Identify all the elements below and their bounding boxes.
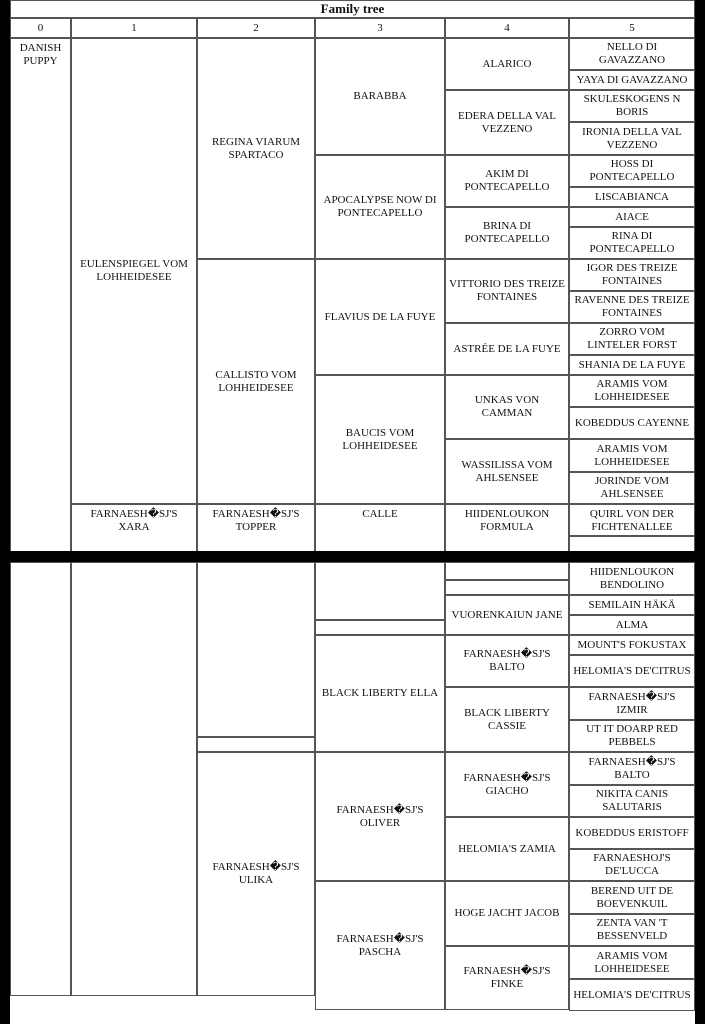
gen5-17: QUIRL VON DER FICHTENALLEE	[569, 504, 695, 536]
gen4-11: FARNAESH�SJ'S BALTO	[445, 635, 569, 687]
gen4-15: HOGE JACHT JACOB	[445, 881, 569, 946]
column-header-5: 5	[569, 18, 695, 38]
gen4-3: AKIM DI PONTECAPELLO	[445, 155, 569, 207]
gen4-1: ALARICO	[445, 38, 569, 90]
gen5-21: MOUNT'S FOKUSTAX	[569, 635, 695, 655]
gen5-11: ZORRO VOM LINTELER FORST	[569, 323, 695, 355]
gen5-29: BEREND UIT DE BOEVENKUIL	[569, 881, 695, 914]
empty-cell	[445, 580, 569, 595]
gen5-31: ARAMIS VOM LOHHEIDESEE	[569, 946, 695, 979]
gen1-dam: FARNAESH�SJ'S XARA	[71, 504, 197, 552]
gen5-10: RAVENNE DES TREIZE FONTAINES	[569, 291, 695, 323]
gen3-5: CALLE	[315, 504, 445, 552]
column-header-4: 4	[445, 18, 569, 38]
gen3-6: BLACK LIBERTY ELLA	[315, 635, 445, 752]
column-header-0: 0	[10, 18, 71, 38]
gen4-4: BRINA DI PONTECAPELLO	[445, 207, 569, 259]
gen5-30: ZENTA VAN 'T BESSENVELD	[569, 914, 695, 946]
gen5-25: FARNAESH�SJ'S BALTO	[569, 752, 695, 785]
gen5-9: IGOR DES TREIZE FONTAINES	[569, 259, 695, 291]
gen4-10: VUORENKAIUN JANE	[445, 595, 569, 635]
gen5-28: FARNAESHOJ'S DE'LUCCA	[569, 849, 695, 881]
gen3-5-continuation	[315, 562, 445, 620]
empty-cell	[197, 737, 315, 752]
column-header-3: 3	[315, 18, 445, 38]
gen4-7: UNKAS VON CAMMAN	[445, 375, 569, 439]
gen2-1: REGINA VIARUM SPARTACO	[197, 38, 315, 259]
column-header-1: 1	[71, 18, 197, 38]
gen5-7: AIACE	[569, 207, 695, 227]
gen5-32: HELOMIA'S DE'CITRUS	[569, 979, 695, 1011]
gen5-5: HOSS DI PONTECAPELLO	[569, 155, 695, 187]
gen4-8: WASSILISSA VOM AHLSENSEE	[445, 439, 569, 504]
page-break-separator	[0, 551, 705, 562]
gen5-2: YAYA DI GAVAZZANO	[569, 70, 695, 90]
gen1-sire: EULENSPIEGEL VOM LOHHEIDESEE	[71, 38, 197, 504]
gen5-20: ALMA	[569, 615, 695, 635]
gen0-subject: DANISH PUPPY	[10, 38, 71, 552]
empty-cell	[445, 562, 569, 580]
gen2-3-continuation	[197, 562, 315, 737]
gen5-16: JORINDE VOM AHLSENSEE	[569, 472, 695, 504]
gen2-4: FARNAESH�SJ'S ULIKA	[197, 752, 315, 996]
gen1-dam-continuation	[71, 562, 197, 996]
gen4-2: EDERA DELLA VAL VEZZENO	[445, 90, 569, 155]
gen4-16: FARNAESH�SJ'S FINKE	[445, 946, 569, 1010]
gen4-9: HIIDENLOUKON FORMULA	[445, 504, 569, 552]
gen5-22: HELOMIA'S DE'CITRUS	[569, 655, 695, 687]
gen5-24: UT IT DOARP RED PEBBELS	[569, 720, 695, 752]
gen5-14: KOBEDDUS CAYENNE	[569, 407, 695, 439]
gen5-1: NELLO DI GAVAZZANO	[569, 38, 695, 70]
gen4-12: BLACK LIBERTY CASSIE	[445, 687, 569, 752]
gen5-23: FARNAESH�SJ'S IZMIR	[569, 687, 695, 720]
gen4-6: ASTRÉE DE LA FUYE	[445, 323, 569, 375]
gen4-5: VITTORIO DES TREIZE FONTAINES	[445, 259, 569, 323]
gen0-continuation	[10, 562, 71, 996]
empty-cell	[569, 536, 695, 552]
gen3-8: FARNAESH�SJ'S PASCHA	[315, 881, 445, 1010]
gen3-3: FLAVIUS DE LA FUYE	[315, 259, 445, 375]
gen5-3: SKULESKOGENS N BORIS	[569, 90, 695, 122]
gen5-13: ARAMIS VOM LOHHEIDESEE	[569, 375, 695, 407]
gen3-7: FARNAESH�SJ'S OLIVER	[315, 752, 445, 881]
gen5-6: LISCABIANCA	[569, 187, 695, 207]
gen5-19: SEMILAIN HÄKÄ	[569, 595, 695, 615]
empty-cell	[315, 620, 445, 635]
gen5-26: NIKITA CANIS SALUTARIS	[569, 785, 695, 817]
gen5-18: HIIDENLOUKON BENDOLINO	[569, 562, 695, 595]
left-border	[0, 0, 10, 1024]
gen4-14: HELOMIA'S ZAMIA	[445, 817, 569, 881]
gen5-15: ARAMIS VOM LOHHEIDESEE	[569, 439, 695, 472]
page-title: Family tree	[10, 0, 695, 18]
gen2-3: FARNAESH�SJ'S TOPPER	[197, 504, 315, 552]
gen5-4: IRONIA DELLA VAL VEZZENO	[569, 122, 695, 155]
gen5-8: RINA DI PONTECAPELLO	[569, 227, 695, 259]
gen5-12: SHANIA DE LA FUYE	[569, 355, 695, 375]
gen4-13: FARNAESH�SJ'S GIACHO	[445, 752, 569, 817]
gen3-2: APOCALYPSE NOW DI PONTECAPELLO	[315, 155, 445, 259]
gen5-27: KOBEDDUS ERISTOFF	[569, 817, 695, 849]
gen3-1: BARABBA	[315, 38, 445, 155]
gen2-2: CALLISTO VOM LOHHEIDESEE	[197, 259, 315, 504]
right-border	[695, 0, 705, 1024]
gen3-4: BAUCIS VOM LOHHEIDESEE	[315, 375, 445, 504]
column-header-2: 2	[197, 18, 315, 38]
